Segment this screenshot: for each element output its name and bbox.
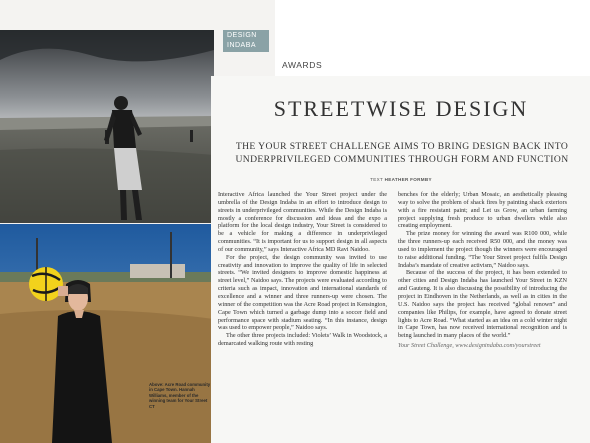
body-column-2 bbox=[398, 191, 567, 350]
article-headline: STREETWISE DESIGN bbox=[273, 96, 529, 121]
woman-with-ball-image bbox=[0, 224, 214, 443]
byline-prefix: TEXT bbox=[370, 177, 384, 182]
logo-line-2: INDABA bbox=[227, 42, 257, 49]
article-subhead bbox=[219, 141, 585, 166]
soccer-field-photo bbox=[0, 30, 214, 223]
subhead-line-2: UNDERPRIVILEGED COMMUNITIES THROUGH FORM AND FUNCTION bbox=[235, 153, 569, 165]
paragraph: benches for the elderly; Urban Mosaic, an aesthetically pleasing way to solve the problem of shack fires by painting shack exteriors with a fire resistant paint; and Let us Grow, an urban farming project supplying fresh produce to urban dwellers while also creating employment. bbox=[398, 191, 567, 230]
body-column-1 bbox=[218, 191, 387, 348]
paragraph: The prize money for winning the award was R100 000, while the three runners-up each received R50 000, and the money was used to implement the project though the winners were encouraged to raise additional funding. “The Your Street project fulfils Design Indaba’s mandate of creative activism,” Naidoo says. bbox=[398, 230, 567, 269]
subhead-line-1: THE YOUR STREET CHALLENGE AIMS TO BRING DESIGN BACK INTO bbox=[235, 141, 569, 152]
byline bbox=[211, 177, 590, 182]
section-label: AWARDS bbox=[282, 60, 323, 70]
design-indaba-logo bbox=[223, 30, 269, 52]
soccer-field-image bbox=[0, 30, 214, 223]
paragraph: The other three projects included: Violets’ Walk in Woodstock, a demarcated walking route with resting bbox=[218, 332, 387, 348]
logo-line-1: DESIGN bbox=[227, 32, 257, 39]
paragraph: For the project, the design community was invited to use creativity and innovation to improve the quality of life in selected streets. “We invited designers to improve domestic happiness at street level,” Naidoo says. The projects were evaluated according to criteria such as impact, innovation and international standards of excellence and a winner and three runners-up were chosen. The winner of the competition was the Acre Road project in Kensington, Cape Town which turned a garbage dump into a soccer field and performance space with stadium seating. “In this instance, design was used to empower people,” Naidoo says. bbox=[218, 253, 387, 332]
paragraph: Interactive Africa launched the Your Street project under the umbrella of the Design Indaba in an effort to introduce design to streets in underprivileged communities. While the Design Indaba is mostly a conference for discussion and ideas and the expo a platform for the local design industry, Your Street is considered to be a vehicle for making a difference in underprivileged communities. “It is important for us to support design in all aspects of our community,” says Interactive Africa MD Ravi Naidoo. bbox=[218, 191, 387, 253]
byline-author: HEATHER FORMBY bbox=[384, 177, 432, 182]
paragraph: Because of the success of the project, it has been extended to other cities and Design Indaba has launched Your Street in KZN and Gauteng. It is also discussing the possibility of introducing the project in Eindhoven in the Netherlands, as well as in cities in the U.S. Naidoo says the project has received “global renown” and companies like Philips, for example, have agreed to donate street lights to Acre Road. “What started as an idea on a cold winter night in Cape Town, has now received international recognition and is being launched in many places of the world.” bbox=[398, 269, 567, 340]
woman-with-ball-photo bbox=[0, 224, 214, 443]
article-footnote: Your Street Challenge, www.designindaba.com/yourstreet bbox=[398, 342, 541, 350]
photo-caption: Above: Acre Road community in Cape Town. Hannah Williams, member of the winning team for Your Street CT bbox=[149, 382, 211, 409]
